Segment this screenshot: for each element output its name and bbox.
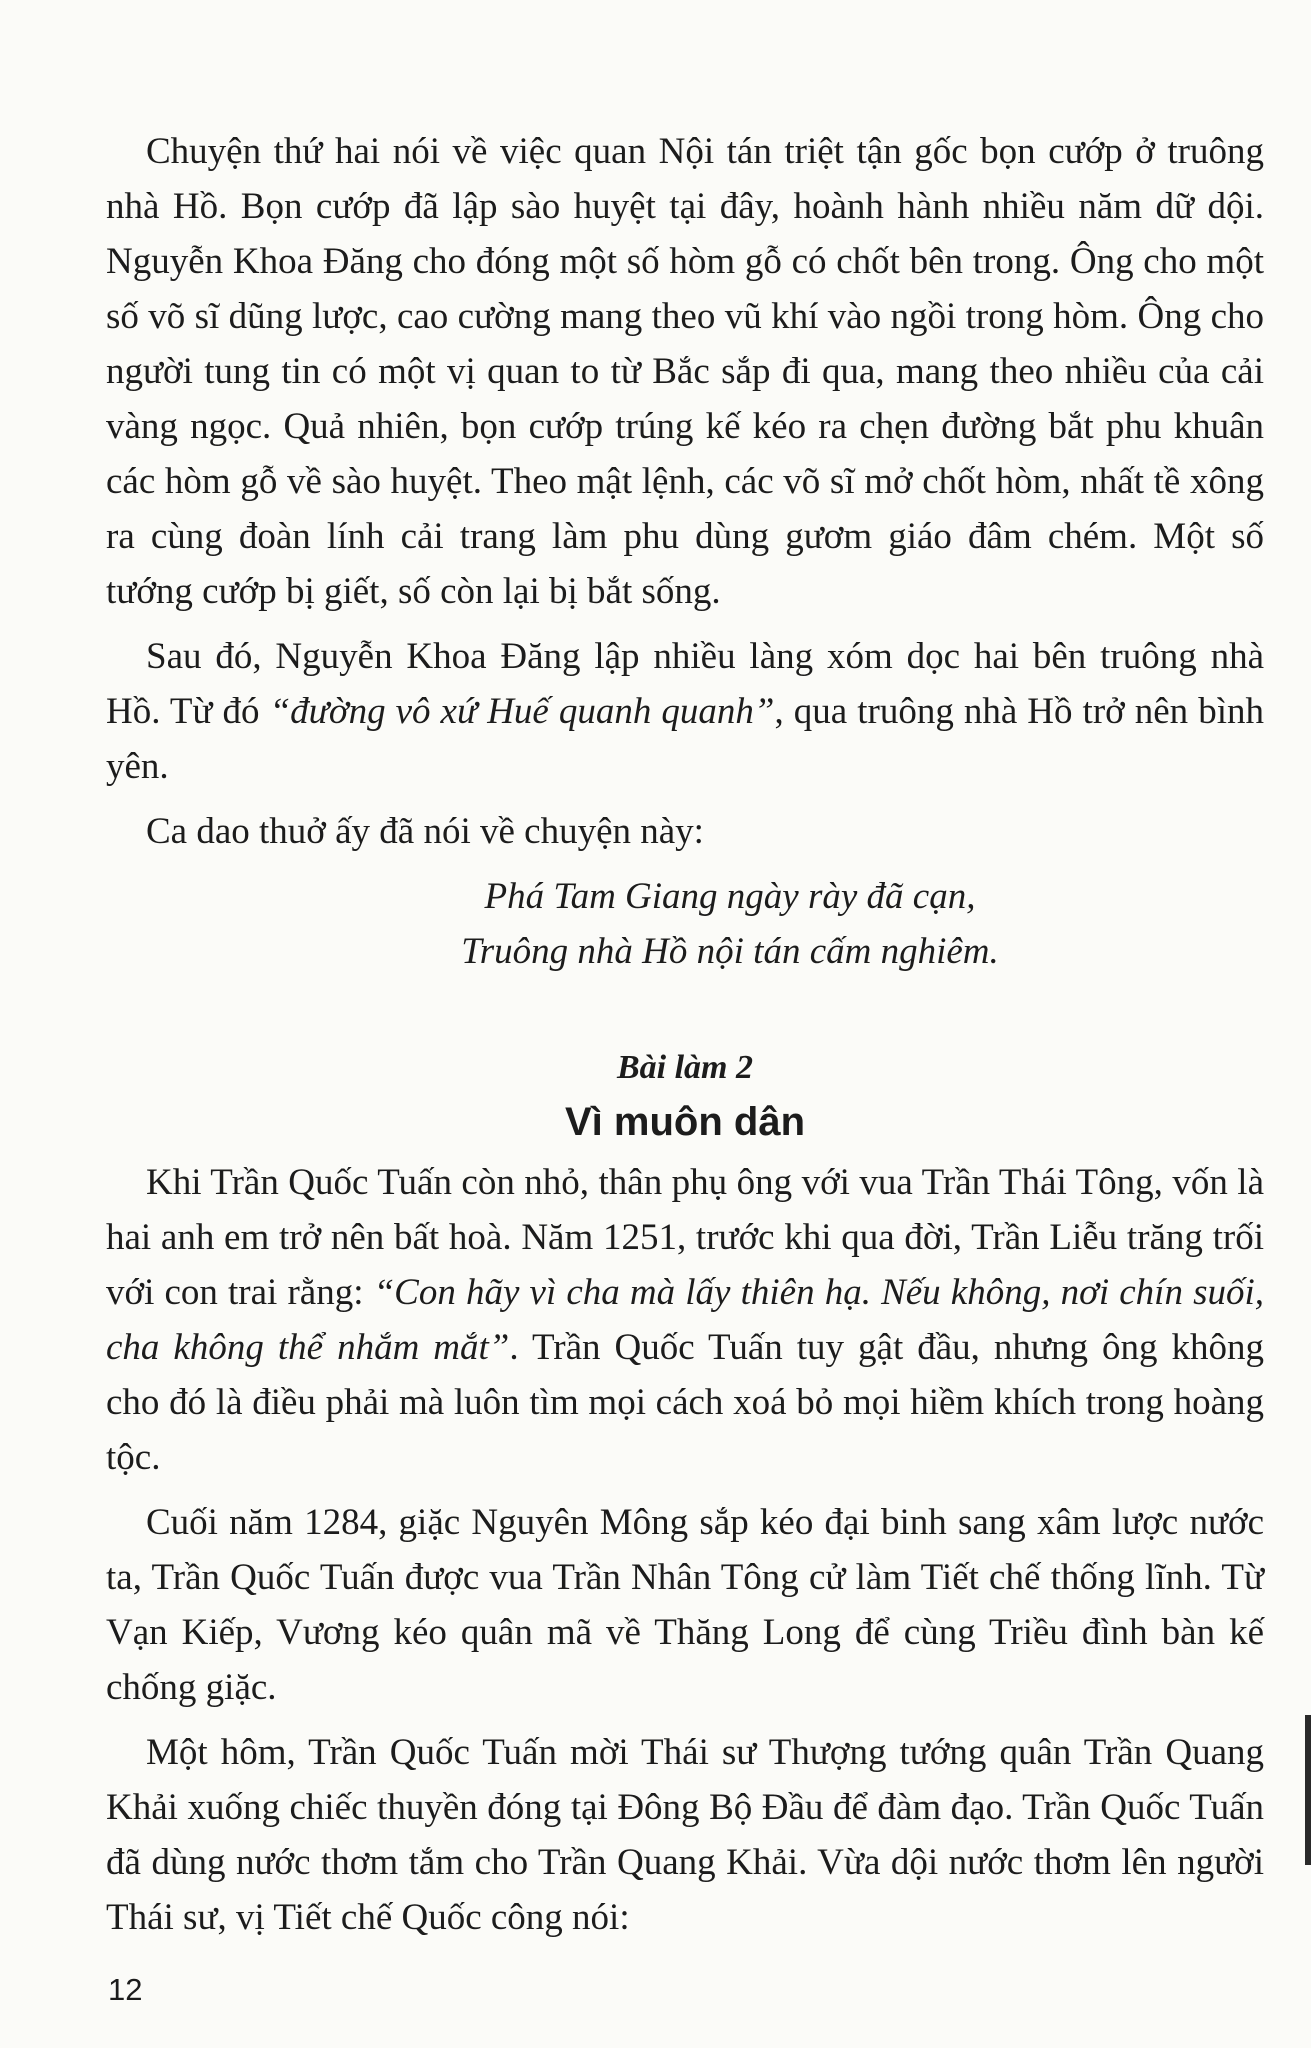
- section-label: Bài làm 2: [616, 1049, 754, 1086]
- paragraph: [106, 124, 1264, 619]
- text-run: Ca dao thuở ấy đã nói về chuyện này:: [146, 811, 704, 852]
- text-run: Sau đó, Nguyễn Khoa Đăng lập nhiều làng xóm dọc hai bên truông nhà Hồ. Từ đó: [106, 636, 1264, 732]
- paragraph: [106, 629, 1264, 794]
- italic-quote: “Con hãy vì cha mà lấy thiên hạ. Nếu không, nơi chín suối, cha không thể nhắm mắt”: [106, 1272, 1264, 1368]
- poem-line: Phá Tam Giang ngày rày đã cạn,: [484, 876, 976, 917]
- italic-quote: “đường vô xứ Huế quanh quanh”: [269, 691, 775, 732]
- paragraph: [106, 1725, 1264, 1945]
- page-number: 12: [108, 1972, 143, 2007]
- text-run: . Trần Quốc Tuấn tuy gật đầu, nhưng ông không cho đó là điều phải mà luôn tìm mọi cách xoá bỏ mọi hiềm khích trong hoàng tộc.: [106, 1327, 1264, 1478]
- bottom-paragraphs: [106, 1155, 1264, 1945]
- text-run: Khi Trần Quốc Tuấn còn nhỏ, thân phụ ông với vua Trần Thái Tông, vốn là hai anh em trở nên bất hoà. Năm 1251, trước khi qua đời, Trần Liễu trăng trối với con trai rằng:: [106, 1162, 1264, 1313]
- paragraph: [106, 804, 1264, 859]
- section-title: Vì muôn dân: [565, 1100, 805, 1144]
- text-run: Một hôm, Trần Quốc Tuấn mời Thái sư Thượng tướng quân Trần Quang Khải xuống chiếc thuyền đóng tại Đông Bộ Đầu để đàm đạo. Trần Quốc Tuấn đã dùng nước thơm tắm cho Trần Quang Khải. Vừa dội nước thơm lên người Thái sư, vị Tiết chế Quốc công nói:: [106, 1732, 1264, 1938]
- text-run: Chuyện thứ hai nói về việc quan Nội tán triệt tận gốc bọn cướp ở truông nhà Hồ. Bọn cướp đã lập sào huyệt tại đây, hoành hành nhiều năm dữ dội. Nguyễn Khoa Đăng cho đóng một số hòm gỗ có chốt bên trong. Ông cho một số võ sĩ dũng lược, cao cường mang theo vũ khí vào ngồi trong hòm. Ông cho người tung tin có một vị quan to từ Bắc sắp đi qua, mang theo nhiều của cải vàng ngọc. Quả nhiên, bọn cướp trúng kế kéo ra chẹn đường bắt phu khuân các hòm gỗ về sào huyệt. Theo mật lệnh, các võ sĩ mở chốt hòm, nhất tề xông ra cùng đoàn lính cải trang làm phu dùng gươm giáo đâm chém. Một số tướng cướp bị giết, số còn lại bị bắt sống.: [106, 131, 1264, 612]
- paragraph: [106, 1495, 1264, 1715]
- text-run: , qua truông nhà Hồ trở nên bình yên.: [106, 691, 1264, 787]
- page-edge-mark: [1305, 1715, 1311, 1865]
- page-body: [106, 124, 1264, 1955]
- folk-poem: [106, 869, 1264, 979]
- top-paragraphs: [106, 124, 1264, 859]
- paragraph: [106, 1155, 1264, 1485]
- text-run: Cuối năm 1284, giặc Nguyên Mông sắp kéo đại binh sang xâm lược nước ta, Trần Quốc Tuấn được vua Trần Nhân Tông cử làm Tiết chế thống lĩnh. Từ Vạn Kiếp, Vương kéo quân mã về Thăng Long để cùng Triều đình bàn kế chống giặc.: [106, 1502, 1264, 1708]
- poem-line: Truông nhà Hồ nội tán cấm nghiêm.: [461, 931, 999, 972]
